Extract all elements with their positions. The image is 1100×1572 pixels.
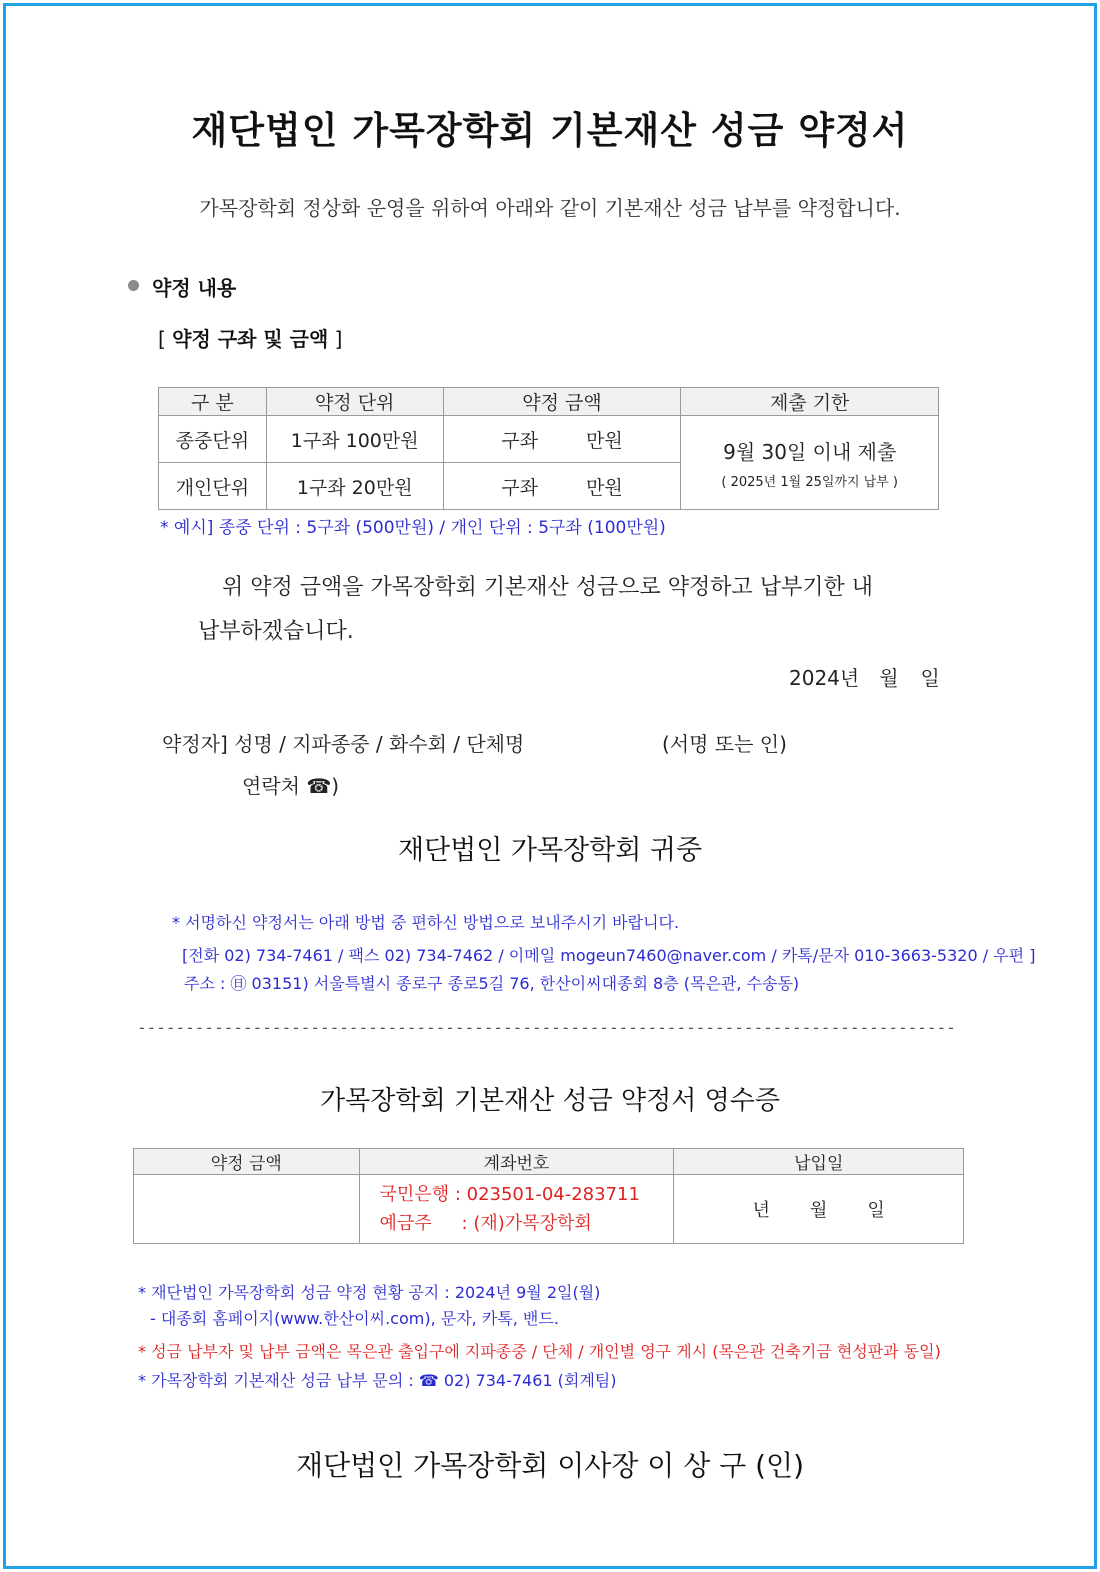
section-heading: 약정 내용 — [152, 276, 237, 300]
submission-note: * 서명하신 약정서는 아래 방법 중 편하신 방법으로 보내주시기 바랍니다. — [172, 913, 680, 932]
date-month: 월 — [879, 666, 899, 690]
holder-label: 예금주 — [379, 1213, 432, 1234]
submission-address: 주소 : ㊐ 03151) 서울특별시 종로구 종로5길 76, 한산이씨대종회 8층 (목은관, 수송동) — [184, 974, 800, 993]
signer-label: 약정자] 성명 / 지파종중 / 화수회 / 단체명 — [162, 732, 525, 756]
amount-label-units: 구좌 — [501, 476, 538, 499]
contact-field[interactable]: 연락처 ☎) — [242, 774, 340, 798]
pay-day: 일 — [867, 1200, 885, 1221]
date-year: 2024년 — [789, 666, 860, 690]
pledge-statement-line2: 납부하겠습니다. — [198, 619, 354, 644]
notice-display: * 성금 납부자 및 납부 금액은 목은관 출입구에 지파종중 / 단체 / 개인별 영구 게시 (목은관 건축기금 현성판과 동일) — [138, 1342, 941, 1361]
header-pledge-amount: 약정 금액 — [134, 1149, 360, 1175]
holder-sep: : — [461, 1213, 468, 1234]
account-holder-row — [380, 1209, 674, 1238]
row-amount[interactable] — [443, 416, 681, 463]
deadline-cell — [681, 416, 939, 510]
amount-label-units: 구좌 — [501, 429, 538, 452]
header-amount: 약정 금액 — [443, 388, 681, 416]
notice-channels: - 대종회 홈페이지(www.한산이씨.com), 문자, 카톡, 밴드. — [150, 1309, 559, 1328]
receipt-amount-cell[interactable] — [134, 1175, 360, 1244]
notice-announcement: * 재단법인 가목장학회 성금 약정 현황 공지 : 2024년 9월 2일(월) — [138, 1283, 601, 1302]
intro-text: 가목장학회 정상화 운영을 위하여 아래와 같이 기본재산 성금 납부를 약정합니다. — [199, 196, 901, 220]
account-info — [359, 1175, 674, 1244]
notice-inquiry: * 가목장학회 기본재산 성금 납부 문의 : ☎ 02) 734-7461 (회계팀) — [138, 1371, 617, 1390]
bank-account-number: 023501-04-283711 — [466, 1184, 640, 1205]
row-category: 종중단위 — [159, 416, 267, 463]
header-category: 구 분 — [159, 388, 267, 416]
deadline-main: 9월 30일 이내 제출 — [723, 439, 897, 464]
cut-line: ------------------------------------------------------------------------------------- — [137, 1018, 956, 1037]
recipient: 재단법인 가목장학회 귀중 — [397, 835, 703, 866]
pledge-table-header — [159, 388, 939, 416]
table-row — [159, 416, 939, 463]
header-unit: 약정 단위 — [266, 388, 443, 416]
bank-label: 국민은행 : — [379, 1184, 461, 1205]
page-frame — [3, 3, 1097, 1569]
header-account-number: 계좌번호 — [359, 1149, 674, 1175]
row-category: 개인단위 — [159, 463, 267, 510]
table-row — [134, 1175, 964, 1244]
pledge-date — [789, 662, 940, 691]
receipt-title: 가목장학회 기본재산 성금 약정서 영수증 — [319, 1086, 781, 1116]
amount-label-won: 만원 — [585, 429, 623, 452]
chairman-signature: 재단법인 가목장학회 이사장 이 상 구 (인) — [295, 1449, 805, 1482]
date-day: 일 — [920, 666, 940, 690]
deadline-sub: ( 2025년 1월 25일까지 납부 ) — [721, 474, 898, 490]
pledge-statement-line1: 위 약정 금액을 가목장학회 기본재산 성금으로 약정하고 납부기한 내 — [222, 575, 874, 600]
row-unit: 1구좌 100만원 — [266, 416, 443, 463]
amount-label-won: 만원 — [585, 476, 623, 499]
subsection-heading: [ 약정 구좌 및 금액 ] — [158, 327, 343, 351]
payment-date-cell[interactable] — [674, 1175, 964, 1244]
pay-month: 월 — [810, 1200, 828, 1221]
header-deadline: 제출 기한 — [681, 388, 939, 416]
row-unit: 1구좌 20만원 — [266, 463, 443, 510]
document-title: 재단법인 가목장학회 기본재산 성금 약정서 — [191, 109, 909, 152]
holder-name: (재)가목장학회 — [473, 1213, 592, 1234]
bullet-icon — [128, 280, 139, 291]
bank-account-row — [380, 1180, 674, 1209]
subsection-heading-text: 약정 구좌 및 금액 — [172, 327, 329, 351]
example-note: * 예시] 종중 단위 : 5구좌 (500만원) / 개인 단위 : 5구좌 (100만원) — [160, 518, 666, 538]
row-amount[interactable] — [443, 463, 681, 510]
pledge-table — [158, 387, 939, 510]
signature-field[interactable]: (서명 또는 인) — [662, 732, 787, 756]
submission-contacts: [전화 02) 734-7461 / 팩스 02) 734-7462 / 이메일 mogeun7460@naver.com / 카톡/문자 010-3663-5320 / 우편 ] — [182, 946, 1036, 965]
header-payment-date: 납입일 — [674, 1149, 964, 1175]
pay-year: 년 — [752, 1200, 771, 1221]
receipt-table — [133, 1148, 964, 1244]
receipt-table-header — [134, 1149, 964, 1175]
